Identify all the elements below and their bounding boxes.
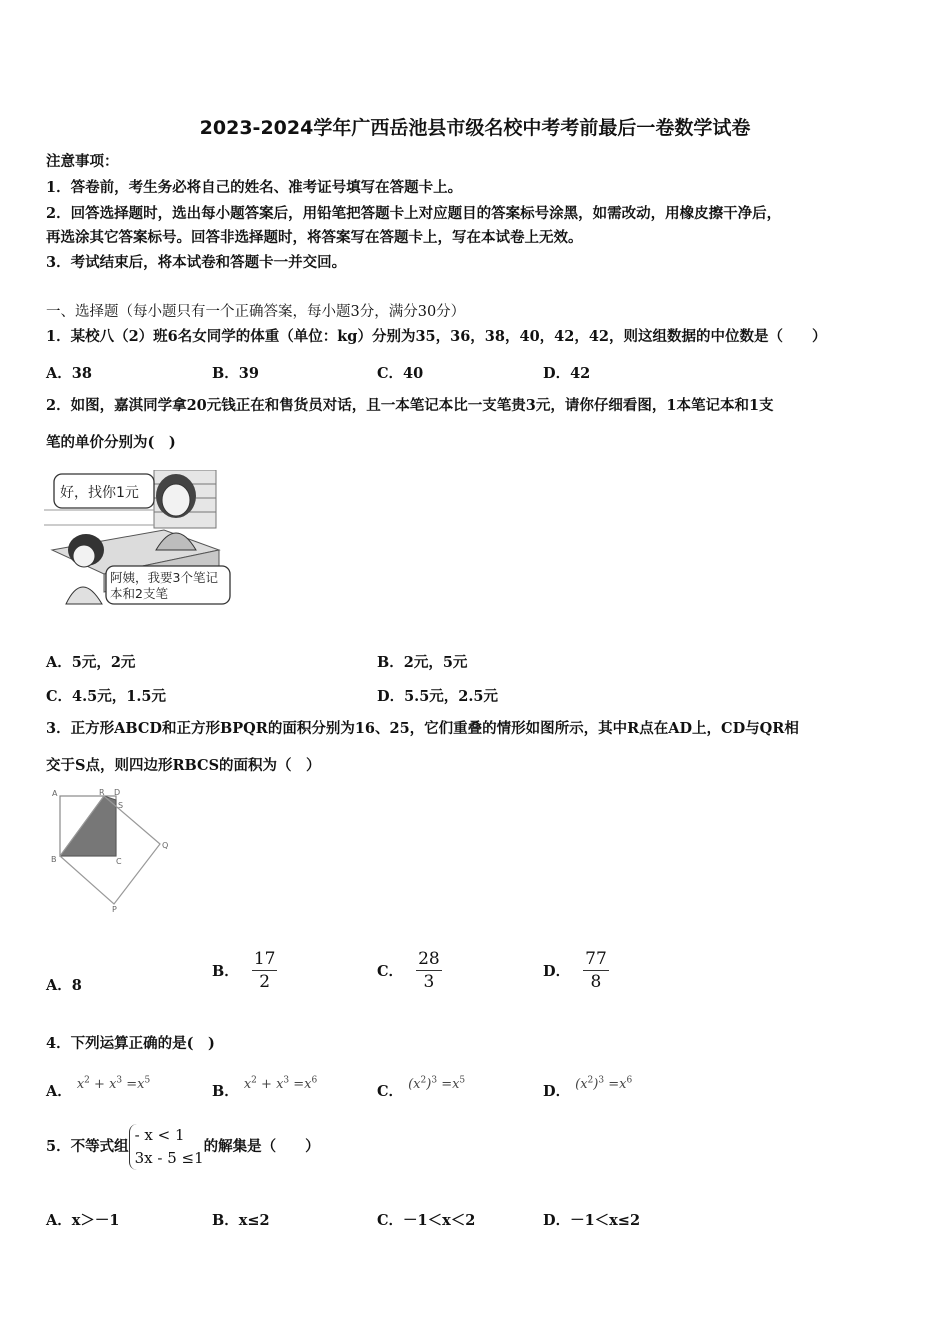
q5-option-d: D．－1＜x≤2 — [543, 1212, 641, 1229]
bubble-bottom-line1: 阿姨，我要3个笔记 — [110, 570, 218, 585]
q1-option-a: A．38 — [46, 365, 92, 382]
q2-illustration — [44, 470, 244, 618]
q4-option-a: A． $x^2 + x^3 =x^5$ — [46, 1075, 151, 1100]
notice-heading: 注意事项： — [46, 153, 119, 170]
q3-stem-line1: 3．正方形ABCD和正方形BPQR的面积分别为16、25，它们重叠的情形如图所示，其中R点在AD上，CD与QR相 — [46, 720, 799, 737]
label-s: S — [118, 801, 124, 810]
q1-stem: 1．某校八（2）班6名女同学的体重（单位：kg）分别为35，36，38，40，42，42，则这组数据的中位数是（ ） — [46, 328, 827, 345]
q3-option-a: A．8 — [46, 977, 82, 994]
q3-option-b: B． $\frac{17}{2}$ — [212, 949, 276, 992]
label-r: R — [99, 788, 105, 797]
label-a: A — [52, 789, 58, 798]
label-b: B — [51, 855, 57, 864]
q4-option-b: B． $x^2 + x^3 =x^6$ — [212, 1075, 318, 1100]
q2-option-b: B．2元，5元 — [377, 654, 468, 671]
label-p: P — [112, 905, 117, 914]
label-c: C — [116, 857, 122, 866]
q1-option-b: B．39 — [212, 365, 259, 382]
notice-item-3: 3．考试结束后，将本试卷和答题卡一并交回。 — [46, 254, 347, 271]
q5-option-b: B．x≤2 — [212, 1212, 270, 1229]
q3-stem-line2: 交于S点，则四边形RBCS的面积为（ ） — [46, 757, 321, 774]
q4-stem: 4．下列运算正确的是( ) — [46, 1035, 215, 1052]
page-title: 2023-2024学年广西岳池县市级名校中考考前最后一卷数学试卷 — [199, 117, 751, 139]
q5-option-a: A．x＞－1 — [46, 1212, 120, 1229]
q1-option-c: C．40 — [377, 365, 424, 382]
section-heading: 一、选择题（每小题只有一个正确答案，每小题3分，满分30分） — [46, 304, 466, 320]
fraction-77-8: $\frac{77}{8}$ — [585, 949, 607, 992]
q2-option-d: D．5.5元，2.5元 — [377, 688, 499, 705]
fraction-17-2: $\frac{17}{2}$ — [253, 949, 276, 992]
q3-option-c: C． $\frac{28}{3}$ — [377, 949, 440, 992]
q5-stem: 5．不等式组 - x < 1 3x - 5 ≤1 的解集是（ ） — [46, 1124, 320, 1170]
label-q: Q — [162, 841, 169, 850]
notice-item-2: 2．回答选择题时，选出每小题答案后，用铅笔把答题卡上对应题目的答案标号涂黑，如需改动，用橡皮擦干净后， — [46, 205, 782, 222]
fraction-28-3: $\frac{28}{3}$ — [418, 949, 440, 992]
bubble-bottom-line2: 本和2支笔 — [110, 586, 168, 601]
q2-option-a: A．5元，2元 — [46, 654, 136, 671]
q3-geometry-figure — [46, 786, 176, 916]
q2-stem-line2: 笔的单价分别为( ) — [46, 434, 176, 451]
q4-option-d: D． $(x^2)^3 =x^6$ — [543, 1075, 633, 1100]
q3-option-d: D． $\frac{77}{8}$ — [543, 949, 607, 992]
label-d: D — [114, 788, 121, 797]
q4-option-c: C． $(x^2)^3 =x^5$ — [377, 1075, 466, 1100]
bubble-top-text: 好，找你1元 — [60, 485, 139, 501]
q2-option-c: C．4.5元，1.5元 — [46, 688, 166, 705]
notice-item-1: 1．答卷前，考生务必将自己的姓名、准考证号填写在答题卡上。 — [46, 179, 463, 196]
q5-option-c: C．－1＜x＜2 — [377, 1212, 476, 1229]
notice-item-2-cont: 再选涂其它答案标号。回答非选择题时，将答案写在答题卡上，写在本试卷上无效。 — [46, 229, 583, 246]
q2-stem-line1: 2．如图，嘉淇同学拿20元钱正在和售货员对话，且一本笔记本比一支笔贵3元，请你仔细看图，1本笔记本和1支 — [46, 397, 774, 414]
q1-option-d: D．42 — [543, 365, 591, 382]
inequality-system: - x < 1 3x - 5 ≤1 — [129, 1124, 204, 1170]
